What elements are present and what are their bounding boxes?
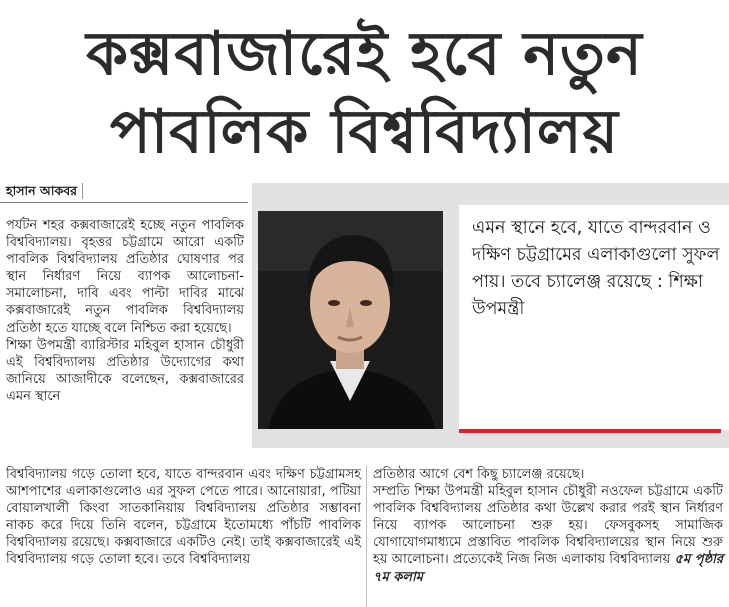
paragraph: প্রতিষ্ঠার আগে বেশ কিছু চ্যালেঞ্জ রয়েছে। — [373, 467, 585, 482]
paragraph: বিশ্ববিদ্যালয় গড়ে তোলা হবে, যাতে বান্দরবান এবং দক্ষিণ চট্টগ্রামসহ আশপাশের এলাকাগুলোও এর সুফল পেতে পারে। আনোয়ারা, পটিয়া বোয়ালখালী কিংবা সাতকানিয়ায় বিশ্ববিদ্যালয় প্রতিষ্ঠার সম্ভাবনা নাকচ করে দিয়ে তিনি বলেন, চট্টগ্রামে ইতোমধ্যে পাঁচটি পাবলিক বিশ্ববিদ্যালয় রয়েছে। কক্সবাজারে একটিও নেই। তাই কক্সবাজারেই এই বিশ্ববিদ্যালয় গড়ে তোলা হবে। তবে বিশ্ববিদ্যালয় — [6, 467, 361, 568]
portrait-photo — [258, 211, 443, 429]
paragraph-text: সম্প্রতি শিক্ষা উপমন্ত্রী মহিবুল হাসান চৌধুরী নওফেল চট্টগ্রামে একটি পাবলিক বিশ্ববিদ্যালয় প্রতিষ্ঠার কথা উল্লেখ করার পরই স্থান নির্ধারণ নিয়ে ব্যাপক আলোচনা শুরু হয়। ফেসবুকসহ সামাজিক যোগাযোগমাধ্যমে প্রস্তাবিত পাবলিক বিশ্ববিদ্যালয়ের স্থান নিয়ে শুরু হয় আলোচনা। প্রত্যেকেই নিজ নিজ এলাকায় বিশ্ববিদ্যালয় — [373, 484, 723, 568]
headline-line-1: কক্সবাজারেই হবে নতুন — [86, 19, 643, 89]
quote-red-rule — [459, 429, 721, 433]
article-column-3 — [373, 466, 723, 586]
continuation-jump-link[interactable]: ৫ম পৃষ্ঠার ৭ম কলাম — [373, 552, 723, 585]
article-column-1 — [6, 217, 244, 405]
headline-line-2: পাবলিক বিশ্ববিদ্যালয় — [109, 97, 619, 167]
paragraph: শিক্ষা উপমন্ত্রী ব্যারিস্টার মহিবুল হাসান চৌধুরী এই বিশ্ববিদ্যালয় প্রতিষ্ঠার উদ্যোগের কথা জানিয়ে আজাদীকে বলেছেন, কক্সবাজারের এমন স্থানে — [6, 337, 244, 404]
paragraph: পর্যটন শহর কক্সবাজারেই হচ্ছে নতুন পাবলিক বিশ্ববিদ্যালয়। বৃহত্তর চট্টগ্রামে আরো একটি পাবলিক বিশ্ববিদ্যালয় প্রতিষ্ঠার ঘোষণার পর স্থান নির্ধারণ নিয়ে ব্যাপক আলোচনা-সমালোচনা, দাবি এবং পাল্টা দাবির মাঝে কক্সবাজারেই নতুন পাবলিক বিশ্ববিদ্যালয় প্রতিষ্ঠা হতে যাচ্ছে বলে নিশ্চিত করা হয়েছে। — [6, 218, 244, 336]
pull-quote: এমন স্থানে হবে, যাতে বান্দরবান ও দক্ষিণ চট্টগ্রামের এলাকাগুলো সুফল পায়। তবে চ্যালেঞ্জ রয়েছে : শিক্ষা উপমন্ত্রী — [472, 218, 720, 319]
article-column-2 — [6, 466, 361, 569]
portrait-photo-illustration — [258, 211, 443, 429]
byline: হাসান আকবর — [6, 183, 83, 199]
column-divider — [366, 466, 367, 607]
paragraph — [373, 483, 723, 586]
byline-rule — [0, 202, 248, 203]
